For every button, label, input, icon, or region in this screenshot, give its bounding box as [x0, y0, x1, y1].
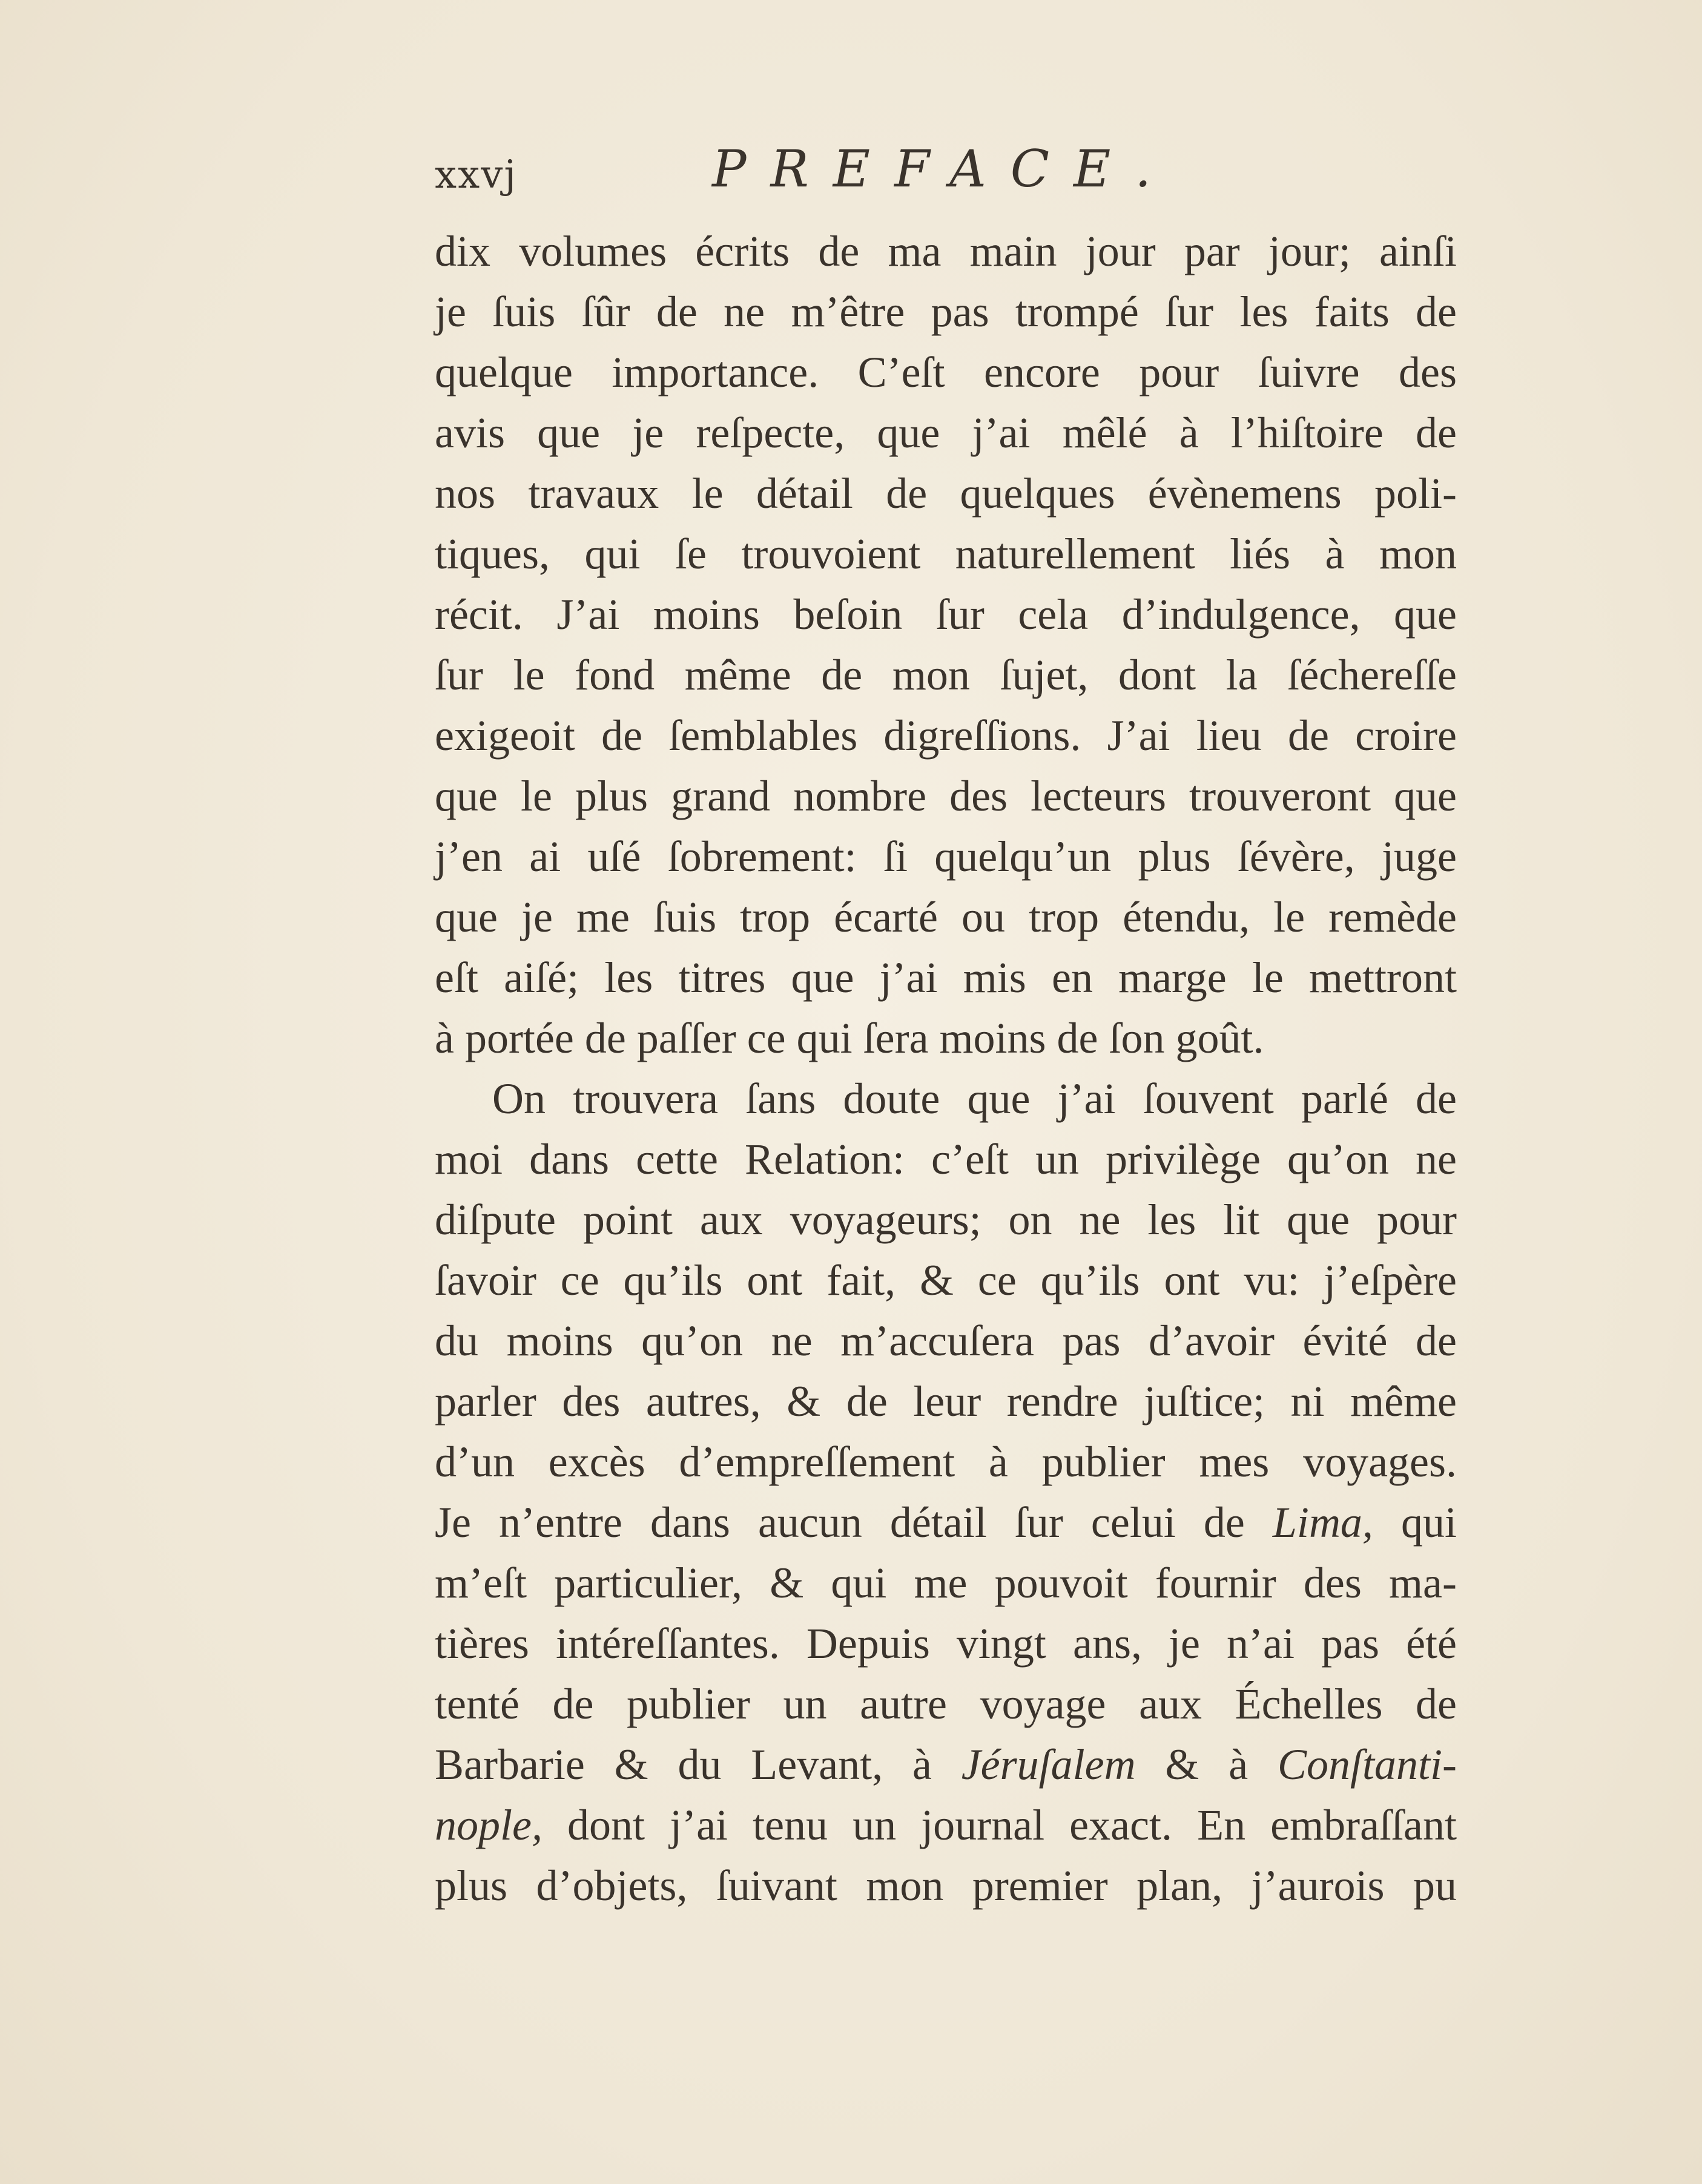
text-line	[435, 1129, 1457, 1189]
text-line	[435, 1553, 1457, 1613]
text-line	[435, 947, 1457, 1008]
text-line	[435, 281, 1457, 342]
body-text	[435, 221, 1457, 1916]
text-line	[435, 1613, 1457, 1674]
italic-text: Lima,	[1272, 1498, 1373, 1547]
text-line	[435, 1371, 1457, 1432]
text-line	[435, 645, 1457, 705]
text-segment: récit. J’ai moins beſoin ſur cela d’indulgence, que	[435, 590, 1457, 639]
text-segment: je ſuis ſûr de ne m’être pas trompé ſur les faits de	[435, 288, 1457, 336]
text-line	[435, 1311, 1457, 1371]
text-segment: qui	[1373, 1498, 1457, 1547]
text-line	[435, 1189, 1457, 1250]
text-segment: exigeoit de ſemblables digreſſions. J’ai lieu de croire	[435, 711, 1457, 760]
text-segment: tiques, qui ſe trouvoient naturellement liés à mon	[435, 530, 1457, 578]
text-line	[435, 1008, 1457, 1068]
text-segment: d’un excès d’empreſſement à publier mes voyages.	[435, 1438, 1457, 1486]
text-segment: plus d’objets, ſuivant mon premier plan, j’aurois pu	[435, 1861, 1457, 1910]
text-line	[435, 403, 1457, 463]
text-line	[435, 766, 1457, 826]
text-segment: Barbarie & du Levant, à	[435, 1740, 961, 1789]
text-segment: du moins qu’on ne m’accuſera pas d’avoir évité de	[435, 1317, 1457, 1365]
text-line	[435, 463, 1457, 524]
text-segment: diſpute point aux voyageurs; on ne les lit que pour	[435, 1196, 1457, 1244]
text-line	[435, 584, 1457, 645]
running-title: PREFACE.	[712, 139, 1176, 199]
text-line	[435, 887, 1457, 947]
text-segment: dont j’ai tenu un journal exact. En embraſſant	[542, 1801, 1457, 1849]
text-segment: avis que je reſpecte, que j’ai mêlé à l’hiſtoire de	[435, 409, 1457, 457]
text-segment: tenté de publier un autre voyage aux Échelles de	[435, 1680, 1457, 1728]
text-line	[435, 342, 1457, 403]
text-segment: ſur le fond même de mon ſujet, dont la ſéchereſſe	[435, 651, 1457, 699]
text-line	[435, 1734, 1457, 1795]
text-segment: ſavoir ce qu’ils ont fait, & ce qu’ils ont vu: j’eſpère	[435, 1256, 1457, 1304]
text-segment: tières intéreſſantes. Depuis vingt ans, je n’ai pas été	[435, 1619, 1457, 1668]
text-segment: dix volumes écrits de ma main jour par jour; ainſi	[435, 227, 1457, 275]
text-line	[435, 1068, 1457, 1129]
text-segment: moi dans cette Relation: c’eſt un privilège qu’on ne	[435, 1135, 1457, 1183]
text-segment: eſt aiſé; les titres que j’ai mis en marge le mettront	[435, 953, 1457, 1002]
text-segment: & à	[1135, 1740, 1278, 1789]
text-segment: nos travaux le détail de quelques évènemens poli-	[435, 469, 1457, 518]
italic-text: nople,	[435, 1801, 543, 1849]
text-line	[435, 1492, 1457, 1553]
text-line	[435, 524, 1457, 584]
text-line	[435, 826, 1457, 887]
text-segment: j’en ai uſé ſobrement: ſi quelqu’un plus ſévère, juge	[435, 832, 1457, 881]
text-line	[435, 1795, 1457, 1855]
italic-text: Jéruſalem	[961, 1740, 1136, 1789]
text-segment: On trouvera ſans doute que j’ai ſouvent parlé de	[492, 1074, 1457, 1123]
text-line	[435, 1250, 1457, 1311]
text-line	[435, 705, 1457, 766]
page-number: xxvj	[435, 153, 518, 197]
text-line	[435, 1674, 1457, 1734]
text-line	[435, 1432, 1457, 1492]
text-segment: m’eſt particulier, & qui me pouvoit fournir des ma-	[435, 1559, 1457, 1607]
page-header	[435, 139, 1204, 200]
text-segment: quelque importance. C’eſt encore pour ſuivre des	[435, 348, 1457, 396]
text-line	[435, 1855, 1457, 1916]
text-line	[435, 221, 1457, 281]
text-segment: que je me ſuis trop écarté ou trop étendu, le remède	[435, 893, 1457, 941]
text-segment: parler des autres, & de leur rendre juſtice; ni même	[435, 1377, 1457, 1426]
italic-text: Conſtanti-	[1277, 1740, 1457, 1789]
text-segment: que le plus grand nombre des lecteurs trouveront que	[435, 772, 1457, 820]
text-segment: à portée de paſſer ce qui ſera moins de ſon goût.	[435, 1014, 1264, 1062]
text-segment: Je n’entre dans aucun détail ſur celui de	[435, 1498, 1273, 1547]
